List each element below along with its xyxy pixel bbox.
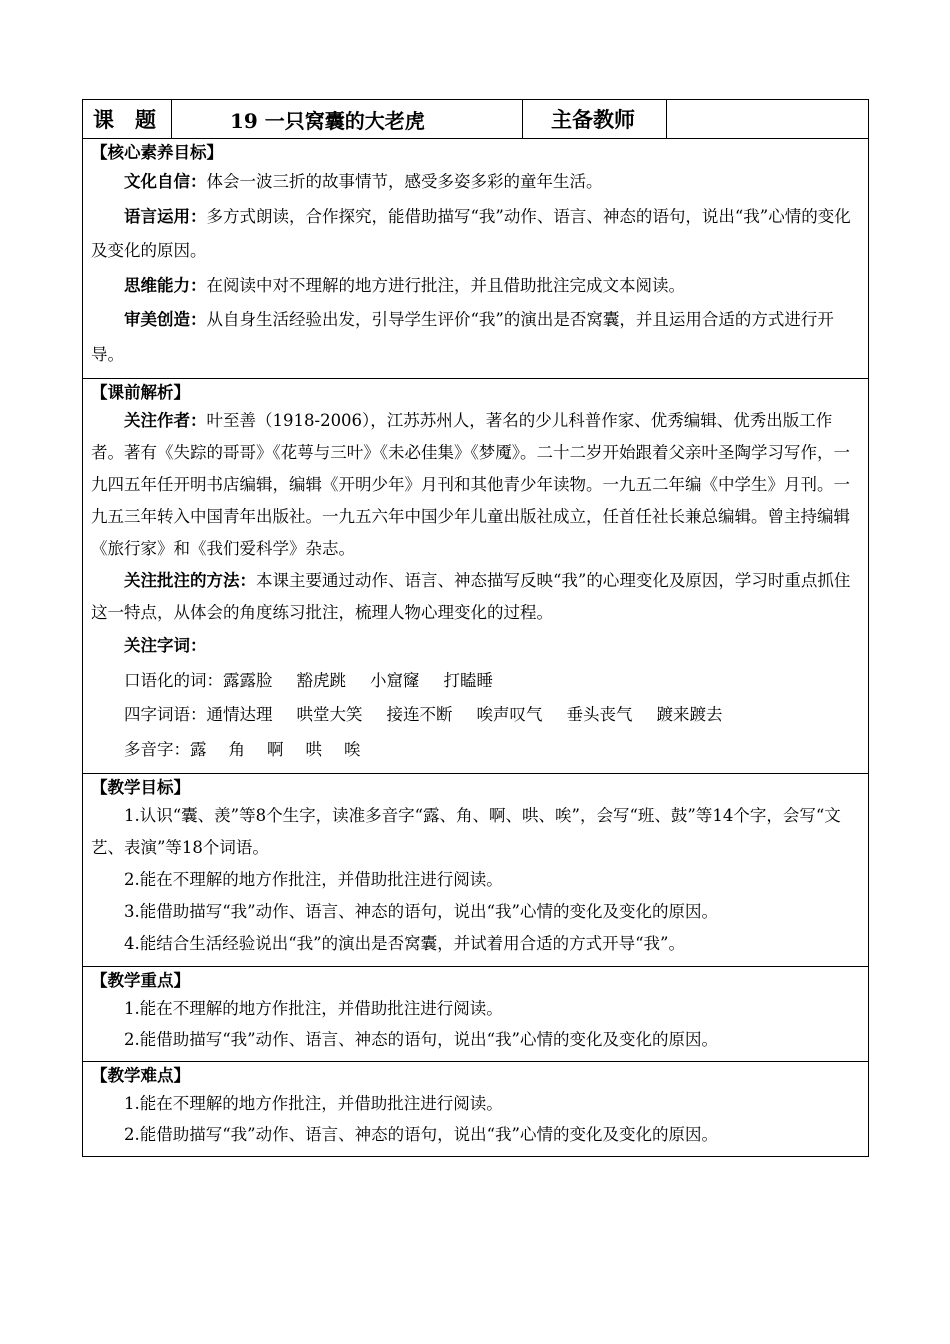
difficult-point-item: 2.能借助描写“我”动作、语言、神态的语句，说出“我”心情的变化及变化的原因。 xyxy=(124,1125,718,1144)
teaching-goal-item: 1.认识“囊、羡”等8个生字，读准多音字“露、角、啊、哄、唉”，会写“班、鼓”等14个字，会写“文艺、表演”等18个词语。 xyxy=(91,806,841,857)
difficult-points-row xyxy=(83,1062,869,1157)
core-goals-section xyxy=(83,139,869,379)
difficult-points-heading: 【教学难点】 xyxy=(91,1066,190,1085)
lesson-title: 19 一只窝囊的大老虎 xyxy=(172,100,523,139)
teaching-goals-section xyxy=(83,774,869,967)
teaching-goals-row xyxy=(83,774,869,967)
pre-analysis-heading: 【课前解析】 xyxy=(91,383,190,402)
subject-label: 课 题 xyxy=(83,100,172,139)
pre-analysis-section xyxy=(83,379,869,774)
core-goal-item: 审美创造：从自身生活经验出发，引导学生评价“我”的演出是否窝囊，并且运用合适的方式进行开导。 xyxy=(91,310,834,364)
key-point-item: 2.能借助描写“我”动作、语言、神态的语句，说出“我”心情的变化及变化的原因。 xyxy=(124,1030,718,1049)
header-row xyxy=(83,100,869,139)
teacher-value xyxy=(667,100,869,139)
teaching-goal-item: 3.能借助描写“我”动作、语言、神态的语句，说出“我”心情的变化及变化的原因。 xyxy=(124,902,718,921)
core-goals-row xyxy=(83,139,869,379)
colloquial-words: 口语化的词：露露脸 豁虎跳 小窟窿 打瞌睡 xyxy=(124,670,493,690)
polyphonic-words: 多音字：露 角 啊 哄 唉 xyxy=(124,739,361,759)
core-goals-heading: 【核心素养目标】 xyxy=(91,143,223,162)
key-point-item: 1.能在不理解的地方作批注，并借助批注进行阅读。 xyxy=(124,999,503,1018)
author-paragraph: 关注作者：叶至善（1918-2006），江苏苏州人，著名的少儿科普作家、优秀编辑、优秀出版工作者。著有《失踪的哥哥》《花萼与三叶》《未必佳集》《梦魇》。二十二岁开始跟着父亲叶圣陶学习写作，一九四五年任开明书店编辑，编辑《开明少年》月刊和其他青少年读物。一九五二年编《中学生》月刊。一九五三年转入中国青年出版社。一九五六年中国少年儿童出版社成立，任首任社长兼总编辑。曾主持编辑《旅行家》和《我们爱科学》杂志。 xyxy=(91,411,850,558)
pre-analysis-row xyxy=(83,379,869,774)
method-paragraph: 关注批注的方法：本课主要通过动作、语言、神态描写反映“我”的心理变化及原因，学习时重点抓住这一特点，从体会的角度练习批注，梳理人物心理变化的过程。 xyxy=(91,571,851,622)
difficult-point-item: 1.能在不理解的地方作批注，并借助批注进行阅读。 xyxy=(124,1094,503,1113)
core-goal-item: 思维能力：在阅读中对不理解的地方进行批注，并且借助批注完成文本阅读。 xyxy=(124,275,685,295)
teaching-goal-item: 2.能在不理解的地方作批注，并借助批注进行阅读。 xyxy=(124,870,503,889)
key-points-section xyxy=(83,967,869,1062)
core-goal-item: 文化自信：体会一波三折的故事情节，感受多姿多彩的童年生活。 xyxy=(124,172,603,191)
lesson-plan-table xyxy=(82,99,869,1157)
teaching-goal-item: 4.能结合生活经验说出“我”的演出是否窝囊，并试着用合适的方式开导“我”。 xyxy=(124,934,685,953)
teacher-label: 主备教师 xyxy=(523,100,667,139)
difficult-points-section xyxy=(83,1062,869,1157)
teaching-goals-heading: 【教学目标】 xyxy=(91,778,190,797)
key-points-row xyxy=(83,967,869,1062)
words-heading: 关注字词： xyxy=(124,636,207,655)
four-char-words: 四字词语：通情达理 哄堂大笑 接连不断 唉声叹气 垂头丧气 踱来踱去 xyxy=(124,705,723,724)
core-goal-item: 语言运用：多方式朗读，合作探究，能借助描写“我”动作、语言、神态的语句，说出“我”心情的变化及变化的原因。 xyxy=(91,206,851,260)
key-points-heading: 【教学重点】 xyxy=(91,971,190,990)
